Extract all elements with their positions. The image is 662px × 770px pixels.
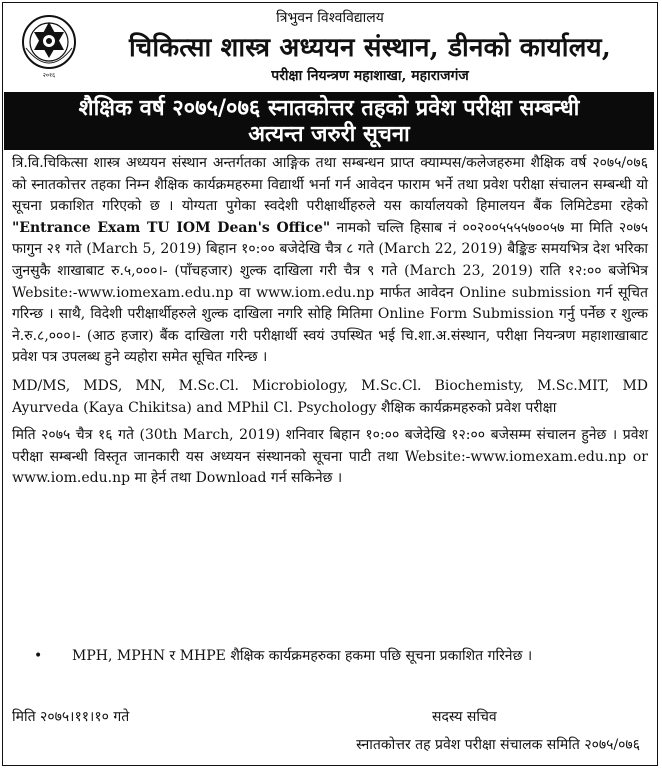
paragraph-application (12, 153, 648, 369)
bullet-text: MPH, MPHN र MHPE शैक्षिक कार्यक्रमहरुका हकमा पछि सूचना प्रकाशित गरिनेछ । (72, 648, 533, 664)
paragraph-application-text-b: नामको चल्ति हिसाब नं ००२००५५५५७००५७ मा मिति २०७५ फागुन २१ गते (March 5, 2019) बिहान १०:०० बजेदेखि चैत्र ८ गते (March 22, 2019) बैङ्किङ समयभित्र देश भरिका जुनसुकै शाखाबाट रु.५,०००।- (पाँचहजार) शुल्क दाखिला गरी चैत्र ९ गते (March 23, 2019) राति १२:०० बजेभित्र Website:-www.iomexam.edu.np वा www.iom.edu.np मार्फत आवेदन Online submission गर्न सूचित गरिन्छ । साथै, विदेशी परीक्षार्थीहरुले शुल्क दाखिला नगरि सोहि मितिमा Online Form Submission गर्नु पर्नेछ र शुल्क ने.रु.८,०००।- (आठ हजार) बैंक दाखिला गरी परीक्षार्थी स्वयं उपस्थित भई चि.शा.अ.संस्थान, परीक्षा नियन्त्रण महाशाखाबाट प्रवेश पत्र उपलब्ध हुने व्यहोरा समेत सूचित गरिन्छ । (12, 219, 648, 366)
bullet-note (12, 646, 648, 668)
letterhead (4, 4, 656, 90)
svg-text:२०१६: २०१६ (42, 72, 56, 79)
bank-account-name: "Entrance Exam TU IOM Dean's Office" (12, 219, 331, 236)
university-name: त्रिभुवन विश्वविद्यालय (276, 10, 384, 26)
notice-title-line1: शैक्षिक वर्ष २०७५/०७६ स्नातकोत्तर तहको प्रवेश परीक्षा सम्बन्धी (78, 95, 580, 121)
institute-name: चिकित्सा शास्त्र अध्ययन संस्थान, डीनको कार्यालय, (128, 33, 612, 63)
paragraph-exam-date: मिति २०७५ चैत्र १६ गते (30th March, 2019) शनिवार बिहान १०:०० बजेदेखि १२:०० बजेसम्म संचालन हुनेछ । प्रवेश परीक्षा सम्बन्धी विस्तृत जानकारी यस अध्ययन संस्थानको सूचना पाटी तथा Website:-www.iomexam.edu.np or www.iom.edu.np मा हेर्न तथा Download गर्न सकिनेछ । (12, 427, 648, 487)
division-name: परीक्षा नियन्त्रण महाशाखा, महाराजगंज (271, 68, 469, 84)
notice-body (12, 153, 648, 490)
committee-name: स्नातकोत्तर तह प्रवेश परीक्षा संचालक समिति २०७५/०७६ (356, 737, 640, 753)
signatory-title: सदस्य सचिव (432, 709, 497, 725)
paragraph-application-text-a: त्रि.वि.चिकित्सा शास्त्र अध्ययन संस्थान अन्तर्गतका आङ्गिक तथा सम्बन्धन प्राप्त क्याम्पस/कलेजहरुमा शैक्षिक वर्ष २०७५/०७६ को स्नातकोत्तर तहका निम्न शैक्षिक कार्यक्रमहरुमा विद्यार्थी भर्ना गर्न आवेदन फाराम भर्ने तथा प्रवेश परीक्षा संचालन सम्बन्धी यो सूचना प्रकाशित गरिएको छ । योग्यता पुगेका स्वदेशी परीक्षार्थीहरुले यस कार्यालयको हिमालयन बैंक लिमिटेडमा रहेको (12, 155, 648, 215)
notice-title-banner (4, 92, 654, 150)
notice-title-line2: अत्यन्त जरुरी सूचना (248, 121, 410, 147)
notice-date: मिति २०७५।११।१० गते (12, 709, 130, 725)
bullet-symbol: • (34, 648, 43, 664)
notice-footer (12, 703, 648, 763)
paragraph-programs: MD/MS, MDS, MN, M.Sc.Cl. Microbiology, M.Sc.Cl. Biochemisty, M.Sc.MIT, MD Ayurveda (Kaya Chikitsa) and MPhil Cl. Psychology शैक्षिक कार्यक्रमहरुको प्रवेश परीक्षा (12, 377, 648, 416)
